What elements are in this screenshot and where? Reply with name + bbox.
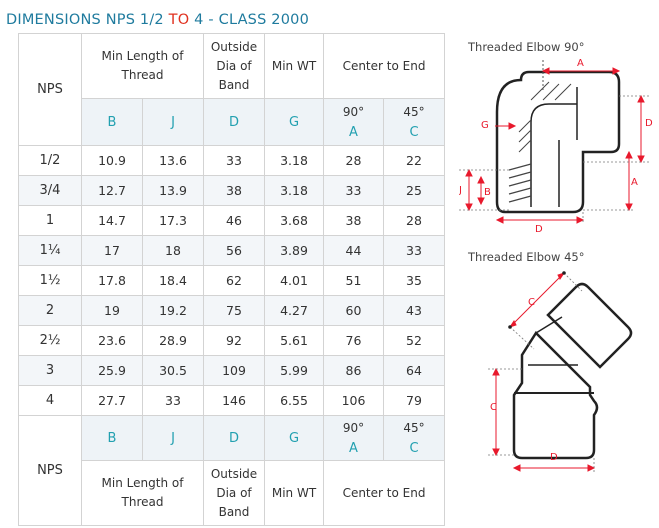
cell-nps: 3/4: [19, 176, 82, 206]
table-row: [19, 236, 445, 266]
footer-j: J: [143, 416, 204, 461]
cell-d: 62: [204, 266, 265, 296]
cell-j: 19.2: [143, 296, 204, 326]
footer-45-c: [384, 416, 445, 461]
footer-outside-dia: Outside Dia of Band: [204, 461, 265, 526]
footer-g: G: [265, 416, 324, 461]
cell-c: 25: [384, 176, 445, 206]
elbow90-label-a-right: A: [631, 177, 638, 188]
elbow45-label-d: D: [550, 452, 558, 463]
cell-d: 33: [204, 146, 265, 176]
cell-d: 56: [204, 236, 265, 266]
cell-j: 33: [143, 386, 204, 416]
cell-b: 17: [82, 236, 143, 266]
header-min-wt: Min WT: [265, 34, 324, 99]
dimensions-table: [18, 33, 445, 526]
cell-g: 4.27: [265, 296, 324, 326]
cell-b: 12.7: [82, 176, 143, 206]
cell-g: 3.89: [265, 236, 324, 266]
page-title: DIMENSIONS NPS 1/2 TO 4 - CLASS 2000: [6, 12, 310, 28]
elbow90-diagram: [459, 52, 659, 237]
footer-45: 45°: [403, 420, 425, 435]
cell-g: 3.68: [265, 206, 324, 236]
cell-d: 92: [204, 326, 265, 356]
cell-d: 38: [204, 176, 265, 206]
table-row: [19, 296, 445, 326]
cell-d: 109: [204, 356, 265, 386]
elbow45-label-c-left: C: [490, 402, 497, 413]
elbow45-diagram: [478, 265, 658, 480]
cell-g: 6.55: [265, 386, 324, 416]
cell-j: 28.9: [143, 326, 204, 356]
elbow90-label-g: G: [481, 120, 489, 131]
cell-a: 76: [324, 326, 384, 356]
footer-b: B: [82, 416, 143, 461]
cell-d: 75: [204, 296, 265, 326]
footer-a: A: [349, 440, 358, 456]
cell-nps: 1½: [19, 266, 82, 296]
cell-nps: 1¼: [19, 236, 82, 266]
footer-min-length: Min Length of Thread: [82, 461, 204, 526]
cell-nps: 2: [19, 296, 82, 326]
cell-c: 35: [384, 266, 445, 296]
cell-nps: 1: [19, 206, 82, 236]
cell-j: 18: [143, 236, 204, 266]
header-45-c: [384, 99, 445, 146]
cell-j: 30.5: [143, 356, 204, 386]
header-center-to-end: Center to End: [324, 34, 445, 99]
cell-c: 64: [384, 356, 445, 386]
cell-b: 23.6: [82, 326, 143, 356]
elbow90-title: Threaded Elbow 90°: [468, 40, 585, 54]
header-j: J: [143, 99, 204, 146]
cell-j: 18.4: [143, 266, 204, 296]
header-c: C: [409, 124, 419, 140]
elbow90-label-b: B: [484, 187, 491, 198]
cell-nps: 2½: [19, 326, 82, 356]
cell-j: 13.9: [143, 176, 204, 206]
header-outside-dia: Outside Dia of Band: [204, 34, 265, 99]
footer-center-to-end: Center to End: [324, 461, 445, 526]
elbow45-label-c-top: C: [528, 297, 535, 308]
header-g: G: [265, 99, 324, 146]
header-nps: NPS: [19, 34, 82, 146]
cell-nps: 3: [19, 356, 82, 386]
cell-a: 28: [324, 146, 384, 176]
cell-b: 27.7: [82, 386, 143, 416]
cell-d: 46: [204, 206, 265, 236]
cell-a: 60: [324, 296, 384, 326]
header-90-a: [324, 99, 384, 146]
cell-g: 3.18: [265, 176, 324, 206]
cell-b: 25.9: [82, 356, 143, 386]
cell-nps: 4: [19, 386, 82, 416]
cell-a: 51: [324, 266, 384, 296]
cell-g: 4.01: [265, 266, 324, 296]
header-d: D: [204, 99, 265, 146]
footer-c: C: [409, 440, 419, 456]
cell-c: 33: [384, 236, 445, 266]
table-row: [19, 176, 445, 206]
cell-b: 10.9: [82, 146, 143, 176]
cell-c: 22: [384, 146, 445, 176]
cell-d: 146: [204, 386, 265, 416]
footer-90: 90°: [342, 420, 365, 435]
header-b: B: [82, 99, 143, 146]
header-45: 45°: [403, 104, 425, 119]
cell-c: 52: [384, 326, 445, 356]
elbow90-label-j: J: [459, 185, 462, 196]
cell-b: 19: [82, 296, 143, 326]
cell-g: 3.18: [265, 146, 324, 176]
header-90: 90°: [342, 104, 365, 119]
footer-min-wt: Min WT: [265, 461, 324, 526]
elbow90-label-a-top: A: [577, 58, 584, 69]
footer-nps: NPS: [19, 416, 82, 526]
footer-d: D: [204, 416, 265, 461]
cell-c: 28: [384, 206, 445, 236]
header-min-length: Min Length of Thread: [82, 34, 204, 99]
cell-c: 79: [384, 386, 445, 416]
elbow90-label-d-right: D: [645, 118, 653, 129]
table-row: [19, 326, 445, 356]
cell-a: 86: [324, 356, 384, 386]
cell-c: 43: [384, 296, 445, 326]
cell-b: 17.8: [82, 266, 143, 296]
table-row: [19, 206, 445, 236]
table-row: [19, 266, 445, 296]
cell-a: 44: [324, 236, 384, 266]
header-a: A: [349, 124, 358, 140]
cell-a: 33: [324, 176, 384, 206]
cell-j: 17.3: [143, 206, 204, 236]
cell-g: 5.99: [265, 356, 324, 386]
table-row: [19, 356, 445, 386]
elbow45-title: Threaded Elbow 45°: [468, 250, 585, 264]
table-row: [19, 146, 445, 176]
cell-a: 106: [324, 386, 384, 416]
cell-b: 14.7: [82, 206, 143, 236]
cell-a: 38: [324, 206, 384, 236]
cell-nps: 1/2: [19, 146, 82, 176]
elbow90-label-d-bottom: D: [535, 224, 543, 235]
cell-g: 5.61: [265, 326, 324, 356]
table-row: [19, 386, 445, 416]
cell-j: 13.6: [143, 146, 204, 176]
footer-90-a: [324, 416, 384, 461]
